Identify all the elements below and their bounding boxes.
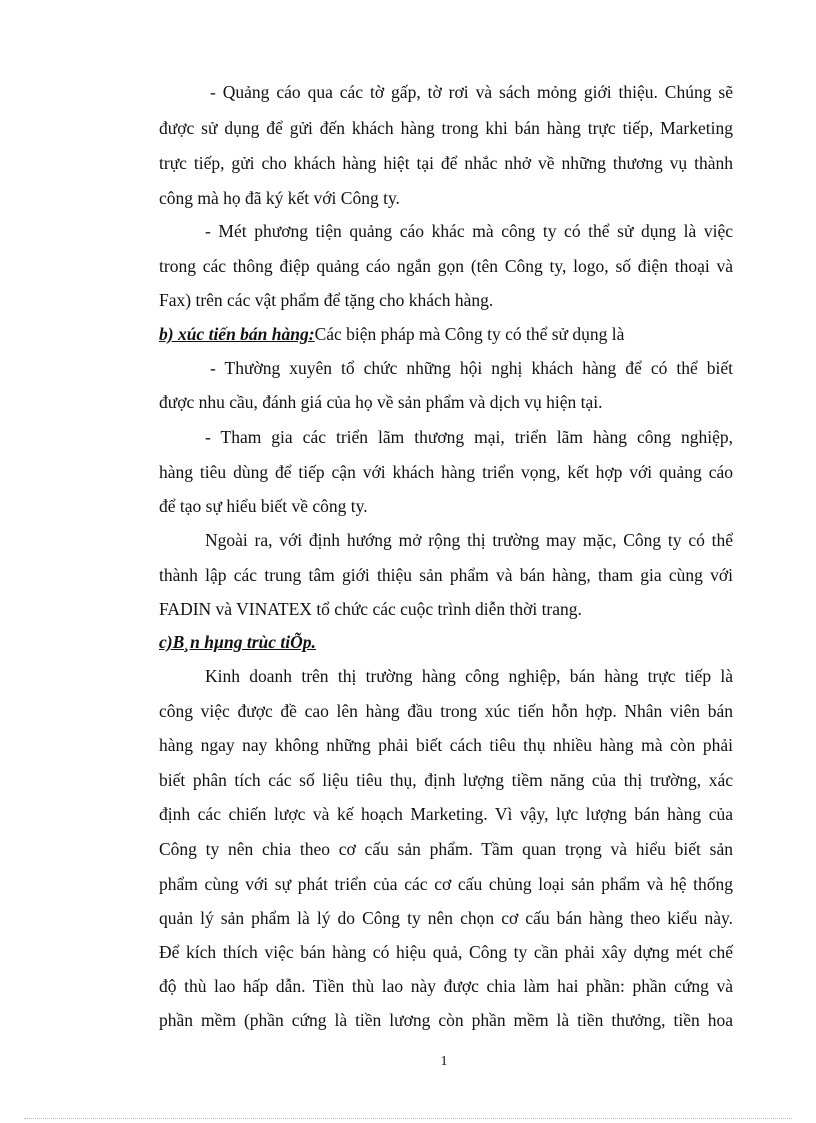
paragraph-line: Ngoài ra, với định hướng mở rộng thị trường may mặc, Công ty có thể	[205, 530, 733, 550]
paragraph-line: - Mét phương tiện quảng cáo khác mà công ty có thể sử dụng là việc	[205, 221, 733, 241]
paragraph-line: - Thường xuyên tổ chức những hội nghị khách hàng để có thể biết	[210, 358, 733, 378]
page-number: 1	[440, 1054, 448, 1069]
paragraph-line: Kinh doanh trên thị trường hàng công nghiệp, bán hàng trực tiếp là	[205, 666, 733, 686]
paragraph-line: FADIN và VINATEX tổ chức các cuộc trình diễn thời trang.	[159, 599, 582, 619]
paragraph-line: hàng tiêu dùng để tiếp cận với khách hàng triển vọng, kết hợp với quảng cáo	[159, 462, 733, 482]
paragraph-line: - Tham gia các triển lãm thương mại, triển lãm hàng công nghiệp,	[205, 427, 733, 447]
paragraph-line: được sử dụng để gửi đến khách hàng trong khi bán hàng trực tiếp, Marketing	[159, 118, 733, 138]
section-heading-c: c)B¸n hµng trùc tiÕp.	[159, 632, 316, 652]
paragraph-line: định các chiến lược và kế hoạch Marketing. Vì vậy, lực lượng bán hàng của	[159, 804, 733, 824]
paragraph-line: hàng ngay nay không những phải biết cách tiêu thụ nhiều hàng mà còn phải	[159, 735, 733, 755]
paragraph-line: - Quảng cáo qua các tờ gấp, tờ rơi và sách mỏng giới thiệu. Chúng sẽ	[210, 82, 733, 102]
paragraph-line: Fax) trên các vật phẩm để tặng cho khách hàng.	[159, 290, 494, 310]
paragraph-line: công việc được đề cao lên hàng đầu trong xúc tiến hỗn hợp. Nhân viên bán	[159, 701, 733, 721]
paragraph-line: Công ty nên chia theo cơ cấu sản phẩm. Tầm quan trọng và hiểu biết sản	[159, 839, 733, 859]
section-heading-b: b) xúc tiến bán hàng:	[159, 324, 315, 344]
section-intro-b: Các biện pháp mà Công ty có thể sử dụng là	[314, 324, 625, 344]
paragraph-line: Để kích thích việc bán hàng có hiệu quả, Công ty cần phải xây dựng mét chế	[159, 942, 733, 962]
paragraph-line: quản lý sản phẩm là lý do Công ty nên chọn cơ cấu bán hàng theo kiểu này.	[159, 908, 733, 928]
paragraph-line: phẩm cùng với sự phát triển của các cơ cấu chủng loại sản phẩm và hệ thống	[159, 874, 733, 894]
paragraph-line: công mà họ đã ký kết với Công ty.	[159, 188, 400, 208]
section-line-b	[159, 316, 733, 352]
paragraph-line: biết phân tích các số liệu tiêu thụ, định lượng tiềm năng của thị trường, xác	[159, 770, 733, 790]
page-bottom-divider	[24, 1118, 792, 1119]
paragraph-line: thành lập các trung tâm giới thiệu sản phẩm và bán hàng, tham gia cùng với	[159, 565, 733, 585]
paragraph-line: trong các thông điệp quảng cáo ngắn gọn (tên Công ty, logo, số điện thoại và	[159, 256, 733, 276]
paragraph-line: trực tiếp, gửi cho khách hàng hiệt tại để nhắc nhở về những thương vụ thành	[159, 153, 733, 173]
paragraph-line: độ thù lao hấp dẫn. Tiền thù lao này được chia làm hai phần: phần cứng và	[159, 976, 733, 996]
paragraph-line: để tạo sự hiểu biết về công ty.	[159, 496, 368, 516]
section-line-c	[159, 624, 733, 660]
paragraph-line: được nhu cầu, đánh giá của họ về sản phẩm và dịch vụ hiện tại.	[159, 392, 603, 412]
paragraph-line: phần mềm (phần cứng là tiền lương còn phần mềm là tiền thưởng, tiền hoa	[159, 1010, 733, 1030]
